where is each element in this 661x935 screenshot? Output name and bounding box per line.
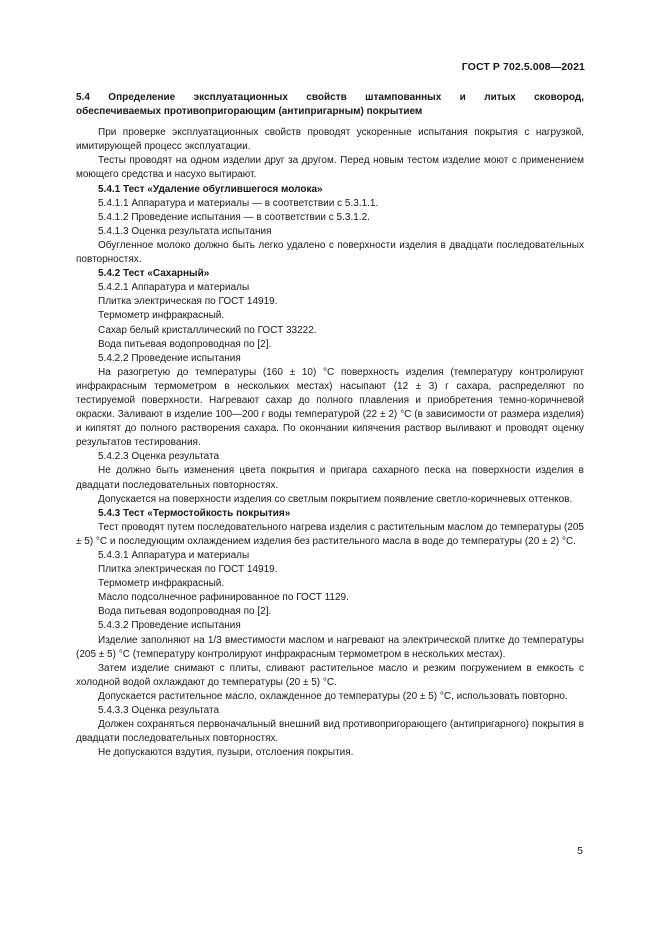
list-item: Плитка электрическая по ГОСТ 14919. bbox=[98, 564, 278, 576]
paragraph: Должен сохраняться первоначальный внешний вид противопригорающего (антипригарного) покрытия в двадцати последовательных повторностях. bbox=[76, 719, 584, 745]
paragraph: Обугленное молоко должно быть легко удалено с поверхности изделия в двадцати последовательных повторностях. bbox=[76, 239, 584, 266]
paragraph: Не допускаются вздутия, пузыри, отслоения покрытия. bbox=[98, 747, 354, 759]
clause: 5.4.1.1 Аппаратура и материалы — в соответствии с 5.3.1.1. bbox=[98, 197, 379, 209]
list-item: Плитка электрическая по ГОСТ 14919. bbox=[98, 296, 278, 308]
paragraph: Не должно быть изменения цвета покрытия и пригара сахарного песка на поверхности изделия в двадцати последовательных повторностях. bbox=[76, 465, 584, 491]
clause: 5.4.1.3 Оценка результата испытания bbox=[98, 225, 272, 237]
clause: 5.4.3.2 Проведение испытания bbox=[98, 620, 241, 632]
list-item: Термометр инфракрасный. bbox=[98, 310, 225, 322]
list-item: Сахар белый кристаллический по ГОСТ 33222. bbox=[98, 324, 317, 336]
clause: 5.4.3.1 Аппаратура и материалы bbox=[98, 550, 250, 561]
subsection-heading: 5.4.3 Тест «Термостойкость покрытия» bbox=[98, 507, 291, 519]
page-number: 5 bbox=[577, 845, 583, 857]
list-item: Масло подсолнечное рафинированное по ГОСТ 1129. bbox=[98, 592, 349, 604]
list-item: Вода питьевая водопроводная по [2]. bbox=[98, 606, 272, 618]
subsection-heading: 5.4.2 Тест «Сахарный» bbox=[98, 268, 210, 280]
paragraph: Допускается растительное масло, охлажденное до температуры (20 ± 5) °С, использовать повторно. bbox=[98, 690, 568, 702]
paragraph: Допускается на поверхности изделия со светлым покрытием появление светло-коричневых оттенков. bbox=[98, 493, 573, 505]
document-code: ГОСТ Р 702.5.008—2021 bbox=[461, 61, 585, 73]
paragraph: Тесты проводят на одном изделии друг за другом. Перед новым тестом изделие моют с применением моющего средства и насухо вытирают. bbox=[76, 155, 584, 181]
clause: 5.4.2.2 Проведение испытания bbox=[98, 352, 241, 364]
subsection-heading: 5.4.1 Тест «Удаление обуглившегося молока» bbox=[98, 183, 323, 195]
section-title bbox=[76, 91, 584, 119]
list-item: Вода питьевая водопроводная по [2]. bbox=[98, 338, 272, 350]
list-item: Термометр инфракрасный. bbox=[98, 578, 225, 590]
paragraph: Затем изделие снимают с плиты, сливают растительное масло и резким погружением в емкость с холодной водой охлаждают до температуры (20 ± 5) °С. bbox=[76, 662, 584, 688]
clause: 5.4.1.2 Проведение испытания — в соответствии с 5.3.1.2. bbox=[98, 211, 370, 223]
paragraph: Изделие заполняют на 1/3 вместимости маслом и нагревают на электрической плитке до температуры (205 ± 5) °С (температуру контролируют инфракрасным термометром в нескольких местах). bbox=[76, 634, 584, 660]
clause: 5.4.3.3 Оценка результата bbox=[98, 705, 220, 717]
clause: 5.4.2.1 Аппаратура и материалы bbox=[98, 282, 250, 294]
section-title-line-1: 5.4 Определение эксплуатационных свойств штампованных и литых сковород, bbox=[76, 92, 584, 103]
paragraph: На разогретую до температуры (160 ± 10) °С поверхность изделия (температуру контролируют инфракрасным термометром в нескольких местах) насыпают (12 ± 3) г сахара, распределяют по тестируемой поверхности. Нагревают сахар до полного плавления и приобретения темно-коричневой окраски. Заливают в изделие 100—200 г воды температурой (22 ± 2) °С (в зависимости от размера изделия) и кипятят до полного растворения сахара. По окончании кипячения раствор выливают и проводят оценку результатов тестирования. bbox=[76, 366, 584, 449]
paragraph: Тест проводят путем последовательного нагрева изделия с растительным маслом до температуры (205 ± 5) °С и последующим охлаждением изделия без растительного масла в воде до температуры (20 ± 2) °С. bbox=[76, 521, 584, 547]
clause: 5.4.2.3 Оценка результата bbox=[98, 451, 220, 463]
paragraph: При проверке эксплуатационных свойств проводят ускоренные испытания покрытия с нагрузкой, имитирующей процесс эксплуатации. bbox=[76, 127, 584, 153]
page-content bbox=[76, 91, 584, 760]
section-title-line-2: обеспечиваемых противопригорающим (антипригарным) покрытием bbox=[76, 106, 423, 118]
